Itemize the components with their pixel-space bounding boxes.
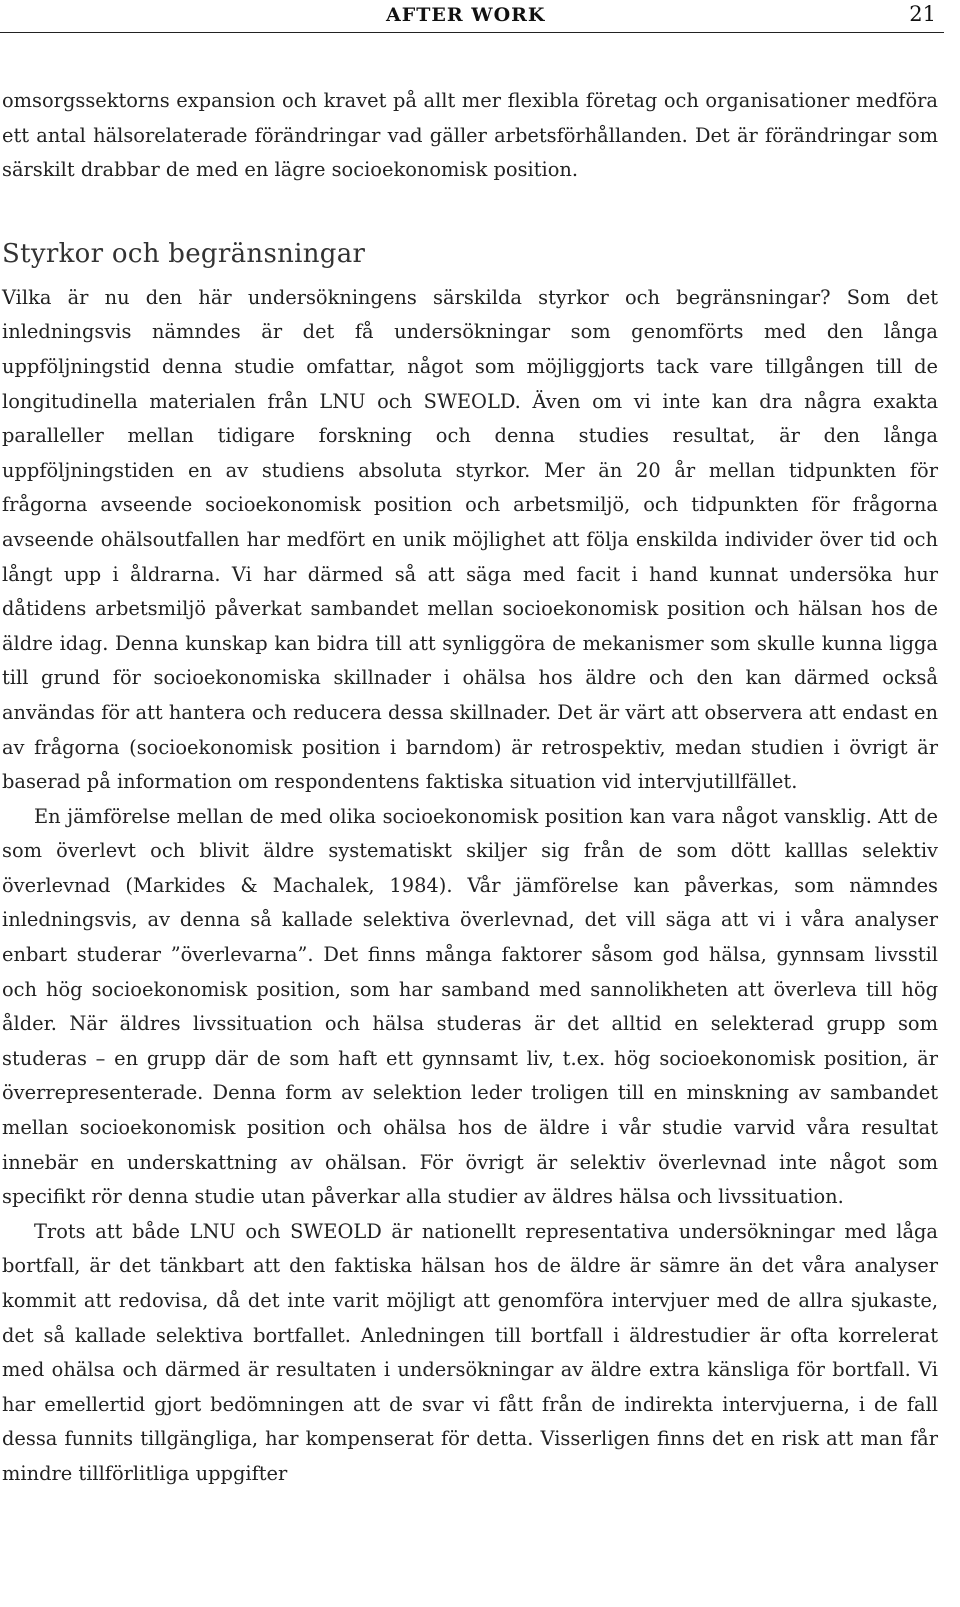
page-body [2,84,938,1492]
intro-paragraph: omsorgssektorns expansion och kravet på allt mer flexibla företag och organisationer medföra ett antal hälsorelaterade förändringar vad gäller arbetsförhållanden. Det är förändringar som särskilt drabbar de med en lägre socioekonomisk position. [2,89,938,182]
section-heading: Styrkor och begränsningar [2,238,366,269]
page-number: 21 [909,2,936,26]
paragraph-selective-dropout: Trots att både LNU och SWEOLD är nationellt representativa undersökningar med låga bortfall, är det tänkbart att den faktiska hälsan hos de äldre är sämre än det våra analyser kommit att redovisa, då det inte varit möjligt att genomföra intervjuer med de allra sjukaste, det så kallade selektiva bortfallet. Anledningen till bortfall i äldrestudier är ofta korrelerat med ohälsa och därmed är resultaten i undersökningar av äldre extra känsliga för bortfall. Vi har emellertid gjort bedömningen att de svar vi fått från de indirekta intervjuerna, i de fall dessa funnits tillgängliga, har kompenserat för detta. Visserligen finns det en risk att man får mindre tillförlitliga uppgifter [2,1219,938,1485]
running-title: AFTER WORK [386,4,546,26]
running-header [0,0,944,32]
paragraph-strengths: Vilka är nu den här undersökningens särskilda styrkor och begränsningar? Som det inledningsvis nämndes är det få undersökningar som genomförts med den långa uppföljningstid denna studie omfattar, något som möjliggjorts tack vare tillgången till de longitudinella materialen från LNU och SWEOLD. Även om vi inte kan dra några exakta paralleller mellan tidigare forskning och denna studies resultat, är den långa uppföljningstiden en av studiens absoluta styrkor. Mer än 20 år mellan tidpunkten för frågorna avseende socioekonomisk position och arbetsmiljö, och tidpunkten för frågorna avseende ohälsoutfallen har medfört en unik möjlighet att följa enskilda individer över tid och långt upp i åldrarna. Vi har därmed så att säga med facit i hand kunnat undersöka hur dåtidens arbetsmiljö påverkat sambandet mellan socioekonomisk position och hälsan hos de äldre idag. Denna kunskap kan bidra till att synliggöra de mekanismer som skulle kunna ligga till grund för socioekonomiska skillnader i ohälsa hos äldre och den kan därmed också användas för att hantera och reducera dessa skillnader. Det är värt att observera att endast en av frågorna (socioekonomisk position i barndom) är retrospektiv, medan studien i övrigt är baserad på information om respondentens faktiska situation vid intervjutillfället. [2,285,938,794]
paragraph-selective-survival: En jämförelse mellan de med olika socioekonomisk position kan vara något vansklig. Att de som överlevt och blivit äldre systematiskt skiljer sig från de som dött kalllas selektiv överlevnad (Markides & Machalek, 1984). Vår jämförelse kan påverkas, som nämndes inledningsvis, av denna så kallade selektiva överlevnad, det vill säga att vi i våra analyser enbart studerar ”överlevarna”. Det finns många faktorer såsom god hälsa, gynnsam livsstil och hög socioekonomisk position, som har samband med sannolikheten att överleva till hög ålder. När äldres livssituation och hälsa studeras är det alltid en selekterad grupp som studeras – en grupp där de som haft ett gynnsamt liv, t.ex. hög socioekonomisk position, är överrepresenterade. Denna form av selektion leder troligen till en minskning av sambandet mellan socioekonomisk position och ohälsa hos de äldre i vår studie varvid våra resultat innebär en underskattning av ohälsan. För övrigt är selektiv överlevnad inte något som specifikt rör denna studie utan påverkar alla studier av äldres hälsa och livssituation. [2,804,938,1209]
header-rule [0,32,944,33]
